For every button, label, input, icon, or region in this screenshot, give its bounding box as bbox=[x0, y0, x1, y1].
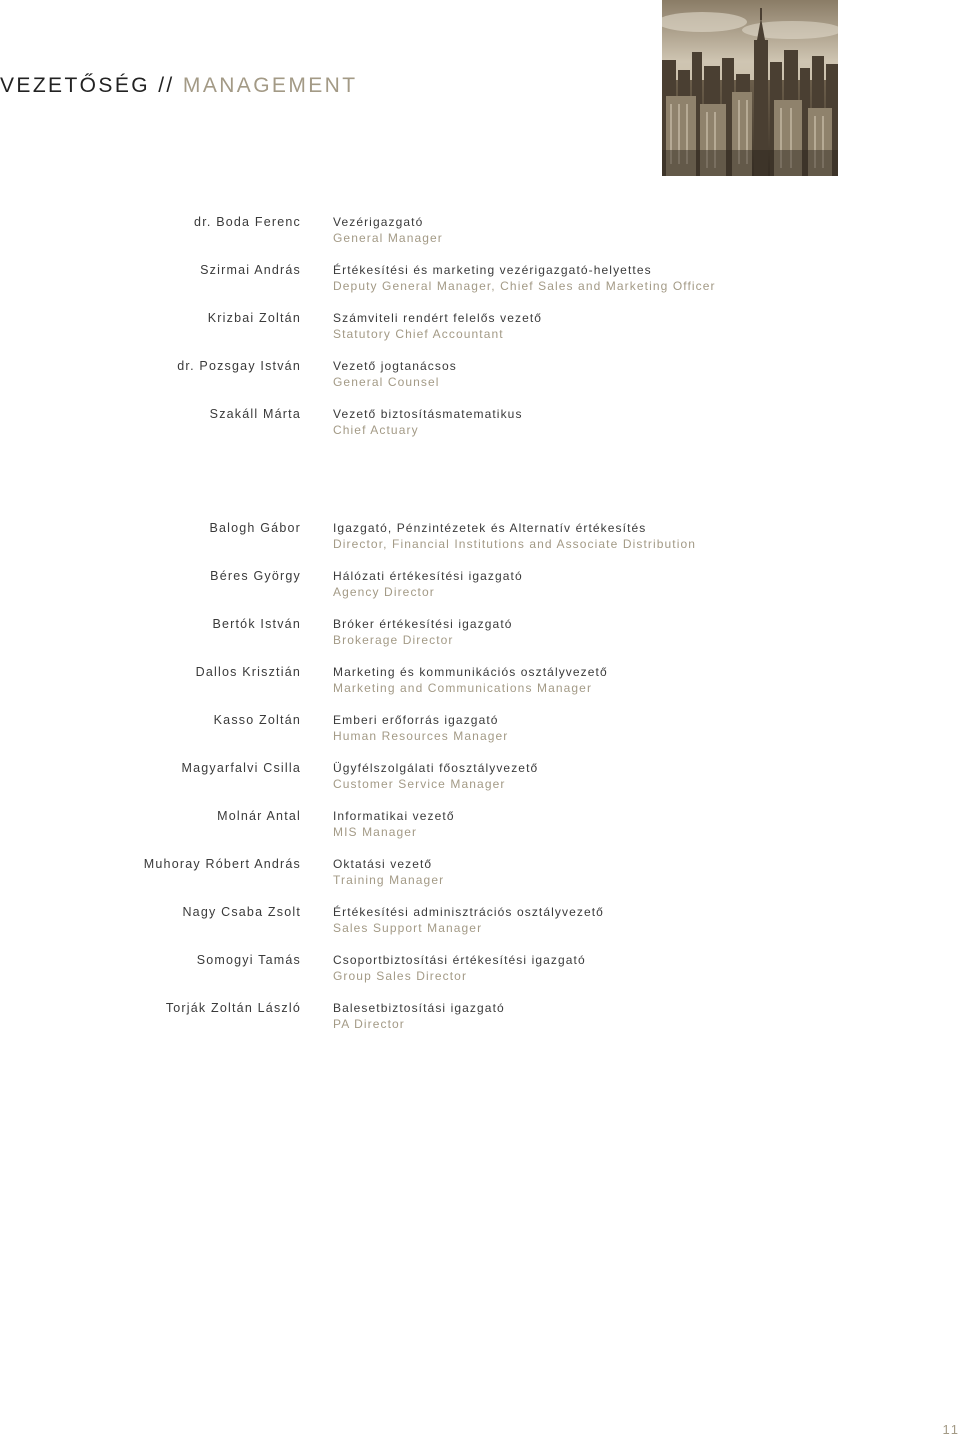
role-english: PA Director bbox=[333, 1017, 405, 1031]
list-item bbox=[0, 262, 960, 310]
list-item bbox=[0, 904, 960, 952]
person-name: Molnár Antal bbox=[217, 809, 301, 823]
role-english: Deputy General Manager, Chief Sales and Marketing Officer bbox=[333, 279, 716, 293]
list-item bbox=[0, 310, 960, 358]
person-name: Torják Zoltán László bbox=[165, 1001, 301, 1015]
list-item bbox=[0, 952, 960, 1000]
person-name: Szakáll Márta bbox=[209, 407, 301, 421]
list-item bbox=[0, 664, 960, 712]
list-item bbox=[0, 406, 960, 454]
page-title bbox=[0, 74, 357, 98]
person-name: Nagy Csaba Zsolt bbox=[182, 905, 301, 919]
role-english: General Counsel bbox=[333, 375, 440, 389]
list-item bbox=[0, 358, 960, 406]
person-name: Somogyi Tamás bbox=[196, 953, 301, 967]
role-hungarian: Értékesítési adminisztrációs osztályvezető bbox=[333, 905, 604, 919]
role-english: Group Sales Director bbox=[333, 969, 468, 983]
role-hungarian: Csoportbiztosítási értékesítési igazgató bbox=[333, 953, 586, 967]
role-english: Customer Service Manager bbox=[333, 777, 506, 791]
list-item bbox=[0, 616, 960, 664]
role-english: Chief Actuary bbox=[333, 423, 419, 437]
directors-list bbox=[0, 520, 960, 1048]
role-hungarian: Vezető biztosításmatematikus bbox=[333, 407, 523, 421]
role-hungarian: Vezérigazgató bbox=[333, 215, 424, 229]
role-hungarian: Oktatási vezető bbox=[333, 857, 433, 871]
person-name: Balogh Gábor bbox=[209, 521, 301, 535]
role-hungarian: Bróker értékesítési igazgató bbox=[333, 617, 513, 631]
list-item bbox=[0, 808, 960, 856]
person-name: Dallos Krisztián bbox=[195, 665, 301, 679]
list-item bbox=[0, 712, 960, 760]
role-hungarian: Értékesítési és marketing vezérigazgató-helyettes bbox=[333, 263, 652, 277]
role-hungarian: Emberi erőforrás igazgató bbox=[333, 713, 499, 727]
list-item bbox=[0, 214, 960, 262]
role-hungarian: Ügyfélszolgálati főosztályvezető bbox=[333, 761, 539, 775]
role-hungarian: Marketing és kommunikációs osztályvezető bbox=[333, 665, 608, 679]
person-name: dr. Boda Ferenc bbox=[194, 215, 301, 229]
person-name: Krizbai Zoltán bbox=[207, 311, 301, 325]
role-hungarian: Informatikai vezető bbox=[333, 809, 455, 823]
role-english: Sales Support Manager bbox=[333, 921, 483, 935]
person-name: Béres György bbox=[210, 569, 301, 583]
person-name: Magyarfalvi Csilla bbox=[181, 761, 301, 775]
role-hungarian: Számviteli rendért felelős vezető bbox=[333, 311, 543, 325]
role-english: MIS Manager bbox=[333, 825, 418, 839]
role-english: Human Resources Manager bbox=[333, 729, 509, 743]
role-english: Director, Financial Institutions and Associate Distribution bbox=[333, 537, 697, 551]
list-item bbox=[0, 760, 960, 808]
city-skyline-photo bbox=[662, 0, 838, 176]
person-name: dr. Pozsgay István bbox=[177, 359, 301, 373]
top-management-list bbox=[0, 214, 960, 454]
page-number: 11 bbox=[942, 1422, 960, 1437]
title-hungarian: VEZETŐSÉG // bbox=[0, 74, 175, 97]
person-name: Kasso Zoltán bbox=[213, 713, 301, 727]
list-item bbox=[0, 1000, 960, 1048]
role-english: Statutory Chief Accountant bbox=[333, 327, 504, 341]
role-english: Agency Director bbox=[333, 585, 435, 599]
role-hungarian: Hálózati értékesítési igazgató bbox=[333, 569, 523, 583]
role-english: Training Manager bbox=[333, 873, 445, 887]
list-item bbox=[0, 568, 960, 616]
title-english: MANAGEMENT bbox=[182, 74, 358, 97]
list-item bbox=[0, 856, 960, 904]
person-name: Bertók István bbox=[212, 617, 301, 631]
list-item bbox=[0, 520, 960, 568]
role-hungarian: Vezető jogtanácsos bbox=[333, 359, 457, 373]
role-english: General Manager bbox=[333, 231, 443, 245]
role-english: Marketing and Communications Manager bbox=[333, 681, 593, 695]
person-name: Szirmai András bbox=[200, 263, 301, 277]
role-hungarian: Balesetbiztosítási igazgató bbox=[333, 1001, 505, 1015]
role-hungarian: Igazgató, Pénzintézetek és Alternatív értékesítés bbox=[333, 521, 647, 535]
person-name: Muhoray Róbert András bbox=[143, 857, 301, 871]
role-english: Brokerage Director bbox=[333, 633, 454, 647]
